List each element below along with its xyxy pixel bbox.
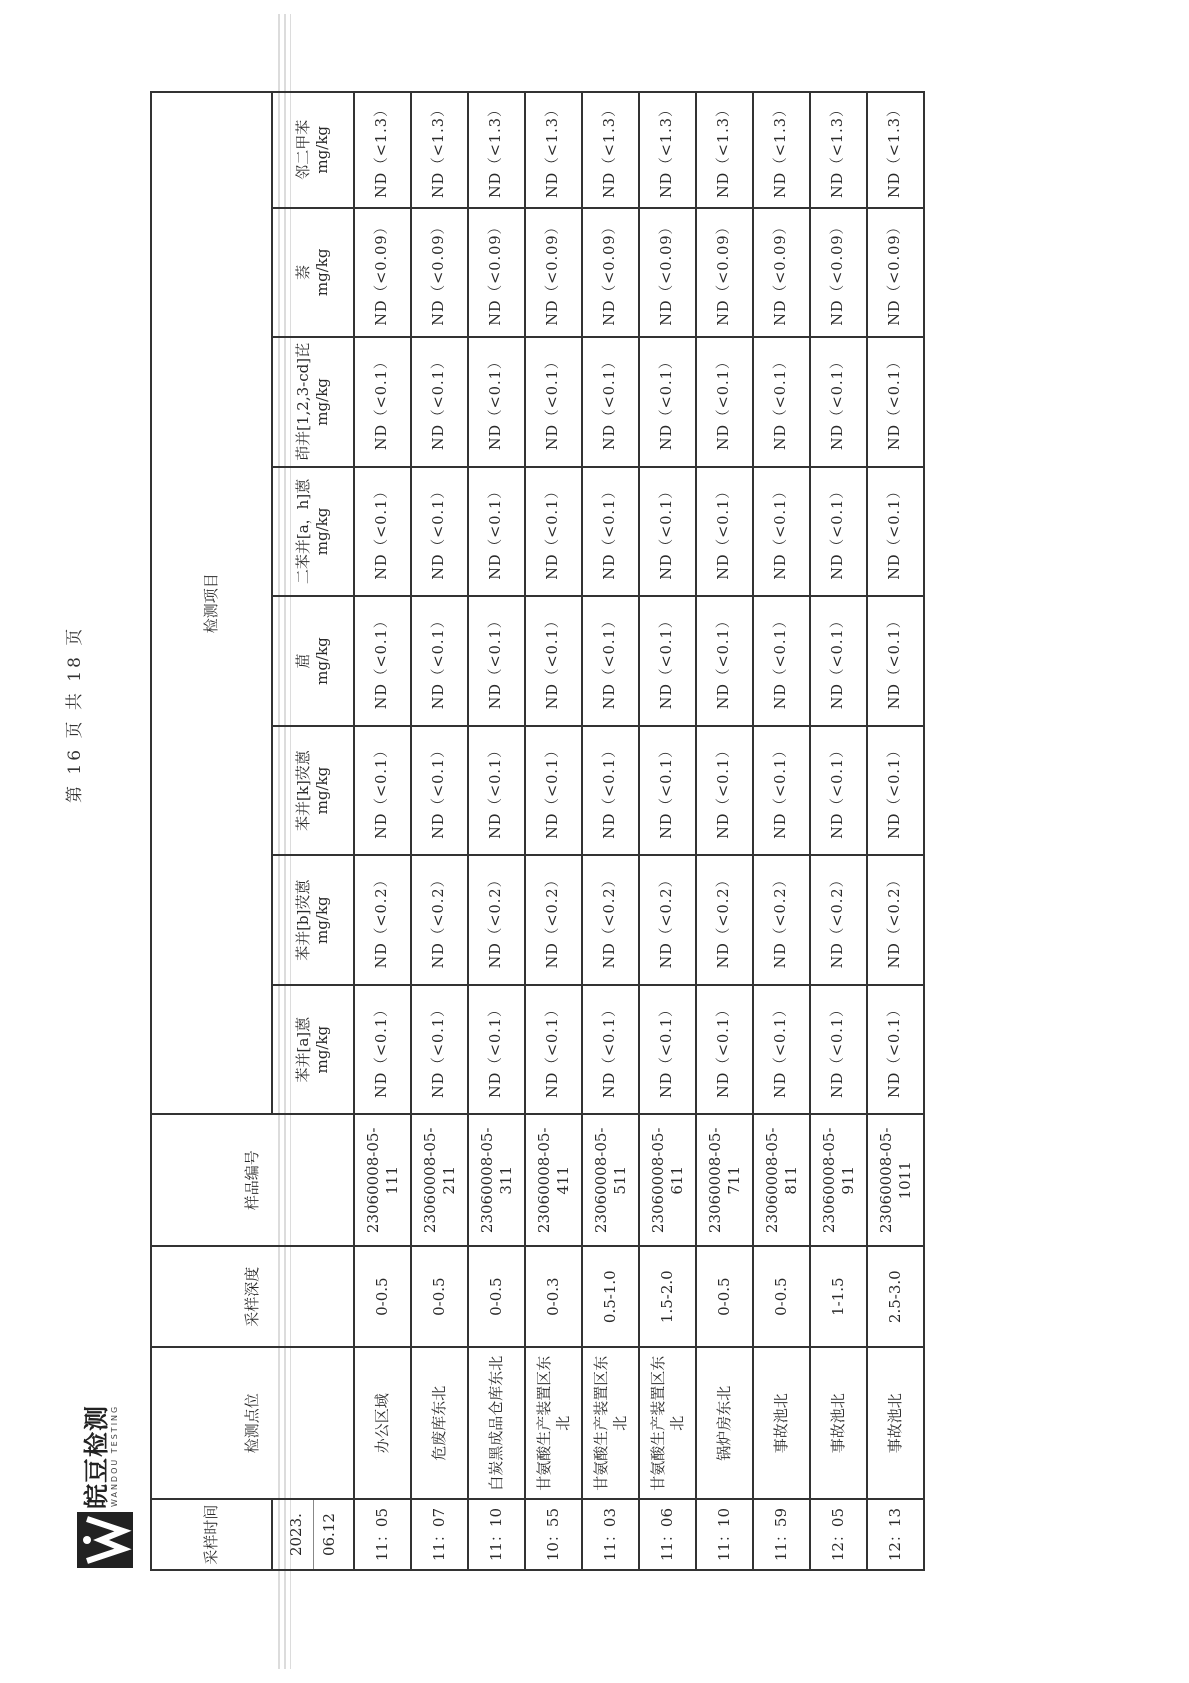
date-divider	[313, 1500, 314, 1569]
results-table	[150, 91, 925, 1571]
cell-result: ND（<1.3）	[525, 92, 582, 208]
cell-result: ND（<0.1）	[639, 985, 696, 1115]
cell-result: ND（<1.3）	[753, 92, 810, 208]
cell-result: ND（<0.1）	[468, 985, 525, 1115]
item-name: 茚并[1,2,3-cd]芘	[294, 342, 313, 461]
item-unit: mg/kg	[313, 125, 331, 174]
item-unit: mg/kg	[313, 1025, 331, 1074]
cell-result: ND（<0.2）	[867, 855, 924, 985]
cell-sample-id: 23060008-05-211	[411, 1114, 468, 1246]
cell-location: 甘氨酸生产装置区东北	[639, 1347, 696, 1499]
cell-depth: 0-0.5	[696, 1246, 753, 1347]
cell-result: ND（<0.2）	[639, 855, 696, 985]
header-row-top	[151, 92, 272, 1570]
cell-sample-id: 23060008-05-611	[639, 1114, 696, 1246]
cell-result: ND（<0.09）	[411, 208, 468, 338]
cell-time: 12：05	[810, 1499, 867, 1570]
cell-location: 甘氨酸生产装置区东北	[525, 1347, 582, 1499]
header-item-3	[272, 726, 354, 856]
cell-location: 办公区域	[354, 1347, 411, 1499]
cell-time: 11：03	[582, 1499, 639, 1570]
cell-result: ND（<1.3）	[354, 92, 411, 208]
cell-sample-id: 23060008-05-311	[468, 1114, 525, 1246]
cell-location: 锅炉房东北	[696, 1347, 753, 1499]
cell-result: ND（<0.1）	[354, 596, 411, 726]
cell-time: 11：10	[468, 1499, 525, 1570]
cell-location: 事故池北	[867, 1347, 924, 1499]
cell-result: ND（<0.2）	[753, 855, 810, 985]
item-name: 苯并[a]蒽	[294, 1016, 313, 1083]
cell-time: 11：06	[639, 1499, 696, 1570]
item-name: 䓛	[294, 653, 313, 669]
table-row	[468, 92, 525, 1570]
cell-result: ND（<0.1）	[354, 467, 411, 597]
header-sample-time: 采样时间	[151, 1499, 272, 1570]
sample-date-monthday: 06.12	[320, 1513, 338, 1557]
cell-depth: 1.5-2.0	[639, 1246, 696, 1347]
cell-location: 甘氨酸生产装置区东北	[582, 1347, 639, 1499]
cell-result: ND（<0.1）	[810, 726, 867, 856]
cell-result: ND（<0.09）	[867, 208, 924, 338]
header-item-4	[272, 596, 354, 726]
cell-result: ND（<0.1）	[639, 726, 696, 856]
cell-result: ND（<0.09）	[525, 208, 582, 338]
cell-result: ND（<0.1）	[582, 337, 639, 467]
cell-result: ND（<0.2）	[468, 855, 525, 985]
table-row	[753, 92, 810, 1570]
item-unit: mg/kg	[313, 896, 331, 944]
cell-time: 11：10	[696, 1499, 753, 1570]
cell-result: ND（<0.09）	[696, 208, 753, 338]
logo-tagline: WANDOU TESTING	[110, 1404, 119, 1507]
cell-result: ND（<0.1）	[582, 985, 639, 1115]
cell-result: ND（<0.2）	[525, 855, 582, 985]
cell-result: ND（<0.1）	[696, 985, 753, 1115]
cell-result: ND（<0.1）	[468, 337, 525, 467]
cell-location: 危废库东北	[411, 1347, 468, 1499]
cell-result: ND（<0.1）	[696, 467, 753, 597]
results-body	[354, 92, 924, 1570]
item-unit: mg/kg	[313, 378, 331, 426]
logo-name: 皖豆检测	[82, 1404, 111, 1509]
header-item-2	[272, 855, 354, 985]
cell-depth: 0-0.3	[525, 1246, 582, 1347]
cell-location: 白炭黑成品仓库东北	[468, 1347, 525, 1499]
header-item-7	[272, 208, 354, 338]
cell-result: ND（<0.1）	[525, 596, 582, 726]
cell-result: ND（<0.1）	[525, 985, 582, 1115]
cell-sample-id: 23060008-05-811	[753, 1114, 810, 1246]
page-number: 第 16 页 共 18 页	[65, 625, 85, 803]
cell-result: ND（<0.09）	[468, 208, 525, 338]
item-name: 二苯并[a，h]蒽	[294, 478, 313, 585]
item-unit: mg/kg	[313, 637, 331, 685]
cell-sample-id: 23060008-05-511	[582, 1114, 639, 1246]
cell-result: ND（<0.1）	[810, 596, 867, 726]
header-item-1	[272, 985, 354, 1115]
header-item-8	[272, 92, 354, 208]
cell-result: ND（<0.1）	[411, 467, 468, 597]
item-name: 萘	[294, 264, 313, 280]
cell-result: ND（<0.1）	[867, 726, 924, 856]
table-row	[639, 92, 696, 1570]
cell-result: ND（<0.1）	[411, 985, 468, 1115]
cell-result: ND（<0.1）	[582, 726, 639, 856]
cell-sample-id: 23060008-05-411	[525, 1114, 582, 1246]
cell-sample-id: 23060008-05-111	[354, 1114, 411, 1246]
header-depth: 采样深度	[151, 1246, 354, 1347]
cell-result: ND（<0.09）	[354, 208, 411, 338]
cell-result: ND（<0.1）	[582, 596, 639, 726]
cell-time: 11：59	[753, 1499, 810, 1570]
cell-result: ND（<0.09）	[753, 208, 810, 338]
cell-depth: 0-0.5	[411, 1246, 468, 1347]
sample-date-year: 2023.	[287, 1513, 306, 1557]
cell-time: 12：13	[867, 1499, 924, 1570]
cell-result: ND（<1.3）	[468, 92, 525, 208]
cell-sample-id: 23060008-05-711	[696, 1114, 753, 1246]
cell-result: ND（<0.1）	[810, 337, 867, 467]
item-name: 邻二甲苯	[294, 119, 313, 180]
cell-result: ND（<0.1）	[867, 467, 924, 597]
table-row	[867, 92, 924, 1570]
header-sample-id: 样品编号	[151, 1114, 354, 1246]
cell-result: ND（<0.1）	[639, 596, 696, 726]
table-row	[525, 92, 582, 1570]
cell-depth: 0.5-1.0	[582, 1246, 639, 1347]
cell-result: ND（<0.1）	[582, 467, 639, 597]
cell-result: ND（<0.1）	[468, 467, 525, 597]
cell-result: ND（<1.3）	[582, 92, 639, 208]
cell-result: ND（<0.1）	[696, 337, 753, 467]
cell-result: ND（<0.1）	[354, 337, 411, 467]
cell-result: ND（<0.1）	[525, 337, 582, 467]
cell-result: ND（<0.2）	[411, 855, 468, 985]
item-unit: mg/kg	[313, 766, 331, 815]
cell-result: ND（<0.09）	[639, 208, 696, 338]
header-item-5	[272, 467, 354, 597]
cell-result: ND（<0.2）	[810, 855, 867, 985]
cell-sample-id: 23060008-05-1011	[867, 1114, 924, 1246]
item-unit: mg/kg	[313, 248, 331, 297]
table-row	[810, 92, 867, 1570]
item-name: 苯并[k]荧蒽	[294, 750, 313, 831]
cell-result: ND（<0.1）	[354, 726, 411, 856]
cell-result: ND（<0.1）	[753, 985, 810, 1115]
cell-result: ND（<0.1）	[411, 726, 468, 856]
logo-mark-icon	[74, 1509, 136, 1571]
item-unit: mg/kg	[313, 507, 331, 556]
header-location: 检测点位	[151, 1347, 354, 1499]
cell-depth: 0-0.5	[468, 1246, 525, 1347]
cell-result: ND（<0.09）	[810, 208, 867, 338]
cell-result: ND（<1.3）	[639, 92, 696, 208]
cell-result: ND（<0.1）	[525, 726, 582, 856]
cell-result: ND（<0.09）	[582, 208, 639, 338]
cell-result: ND（<1.3）	[810, 92, 867, 208]
cell-result: ND（<1.3）	[867, 92, 924, 208]
table-row	[354, 92, 411, 1570]
cell-time: 11：07	[411, 1499, 468, 1570]
cell-result: ND（<0.1）	[753, 467, 810, 597]
cell-result: ND（<0.1）	[753, 337, 810, 467]
cell-result: ND（<0.2）	[354, 855, 411, 985]
cell-result: ND（<0.1）	[354, 985, 411, 1115]
cell-time: 11：05	[354, 1499, 411, 1570]
header-detection-items: 检测项目	[151, 92, 272, 1114]
cell-result: ND（<0.1）	[639, 467, 696, 597]
cell-result: ND（<0.1）	[696, 726, 753, 856]
cell-result: ND（<0.2）	[582, 855, 639, 985]
cell-sample-id: 23060008-05-911	[810, 1114, 867, 1246]
cell-result: ND（<1.3）	[696, 92, 753, 208]
company-logo	[74, 1396, 136, 1571]
item-name: 苯并[b]荧蒽	[294, 879, 313, 961]
cell-result: ND（<0.1）	[696, 596, 753, 726]
cell-result: ND（<0.1）	[867, 985, 924, 1115]
cell-result: ND（<0.1）	[867, 337, 924, 467]
cell-result: ND（<0.1）	[639, 337, 696, 467]
table-row	[411, 92, 468, 1570]
table-row	[696, 92, 753, 1570]
cell-result: ND（<0.1）	[810, 985, 867, 1115]
cell-result: ND（<0.1）	[468, 596, 525, 726]
cell-depth: 0-0.5	[753, 1246, 810, 1347]
cell-result: ND（<0.1）	[753, 596, 810, 726]
cell-result: ND（<0.1）	[525, 467, 582, 597]
header-sample-date	[272, 1499, 354, 1570]
cell-location: 事故池北	[810, 1347, 867, 1499]
cell-result: ND（<0.2）	[696, 855, 753, 985]
header-item-6	[272, 337, 354, 467]
cell-result: ND（<0.1）	[867, 596, 924, 726]
cell-result: ND（<0.1）	[411, 596, 468, 726]
cell-result: ND（<0.1）	[810, 467, 867, 597]
cell-depth: 2.5-3.0	[867, 1246, 924, 1347]
cell-result: ND（<0.1）	[753, 726, 810, 856]
cell-depth: 0-0.5	[354, 1246, 411, 1347]
cell-result: ND（<0.1）	[468, 726, 525, 856]
cell-time: 10：55	[525, 1499, 582, 1570]
cell-result: ND（<1.3）	[411, 92, 468, 208]
table-row	[582, 92, 639, 1570]
cell-depth: 1-1.5	[810, 1246, 867, 1347]
cell-result: ND（<0.1）	[411, 337, 468, 467]
cell-location: 事故池北	[753, 1347, 810, 1499]
